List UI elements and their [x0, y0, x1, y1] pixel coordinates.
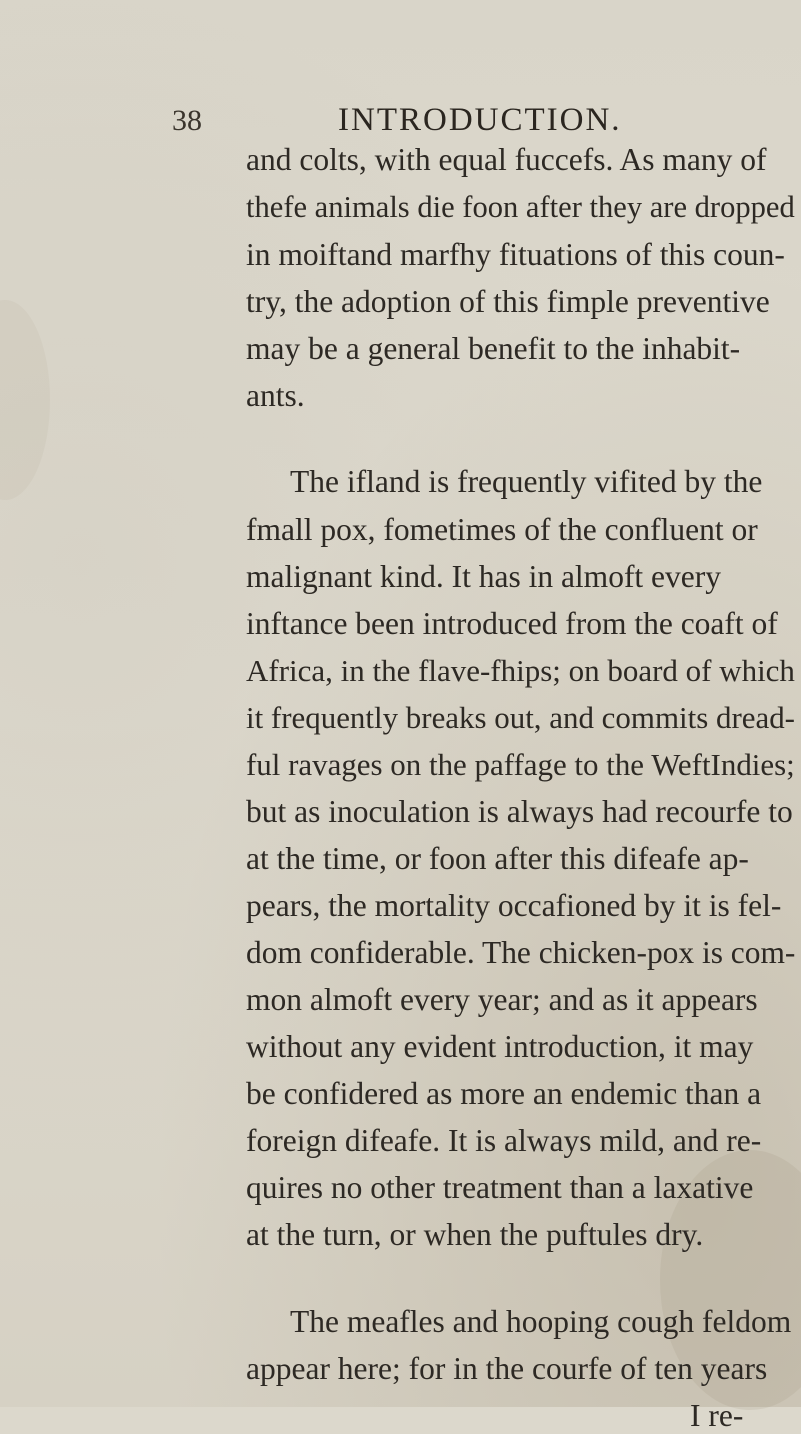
text-line: pears, the mortality occafioned by it is fel- — [246, 888, 782, 923]
text-line: The ifland is frequently vifited by the — [290, 464, 763, 499]
text-line: may be a general benefit to the inhabit- — [246, 331, 741, 366]
text-line: at the time, or foon after this difeafe ap- — [246, 841, 749, 876]
text-line: thefe animals die foon after they are dropped — [246, 190, 795, 224]
text-line: foreign difeafe. It is always mild, and re- — [246, 1123, 762, 1158]
text-line: ful ravages on the paffage to the WeftIndies; — [246, 747, 795, 782]
text-line: it frequently breaks out, and commits dread- — [246, 700, 795, 735]
text-line: The meafles and hooping cough feldom — [290, 1304, 792, 1339]
text-line: and colts, with equal fuccefs. As many of — [246, 142, 767, 177]
text-line: malignant kind. It has in almoft every — [246, 559, 722, 594]
text-line: at the turn, or when the puftules dry. — [246, 1217, 704, 1252]
text-line: in moiftand marfhy fituations of this coun- — [246, 237, 785, 272]
paper-stain — [0, 300, 50, 500]
text-line: be confidered as more an endemic than a — [246, 1076, 762, 1111]
text-line: appear here; for in the courfe of ten years — [246, 1351, 768, 1386]
page-number: 38 — [172, 104, 202, 137]
text-line: dom confiderable. The chicken-pox is com- — [246, 935, 796, 970]
text-line: without any evident introduction, it may — [246, 1029, 754, 1064]
text-line: inftance been introduced from the coaft of — [246, 606, 778, 641]
running-title: INTRODUCTION. — [338, 102, 622, 138]
text-line: but as inoculation is always had recourfe to — [246, 794, 793, 829]
text-line: try, the adoption of this fimple preventive — [246, 284, 770, 319]
catchword: I re- — [690, 1398, 744, 1433]
text-line: fmall pox, fometimes of the confluent or — [246, 512, 758, 547]
page-header — [0, 102, 801, 142]
text-line: ants. — [246, 378, 305, 413]
text-line: quires no other treatment than a laxative — [246, 1170, 754, 1205]
text-line: Africa, in the flave-fhips; on board of which — [246, 653, 795, 688]
text-line: mon almoft every year; and as it appears — [246, 982, 758, 1017]
